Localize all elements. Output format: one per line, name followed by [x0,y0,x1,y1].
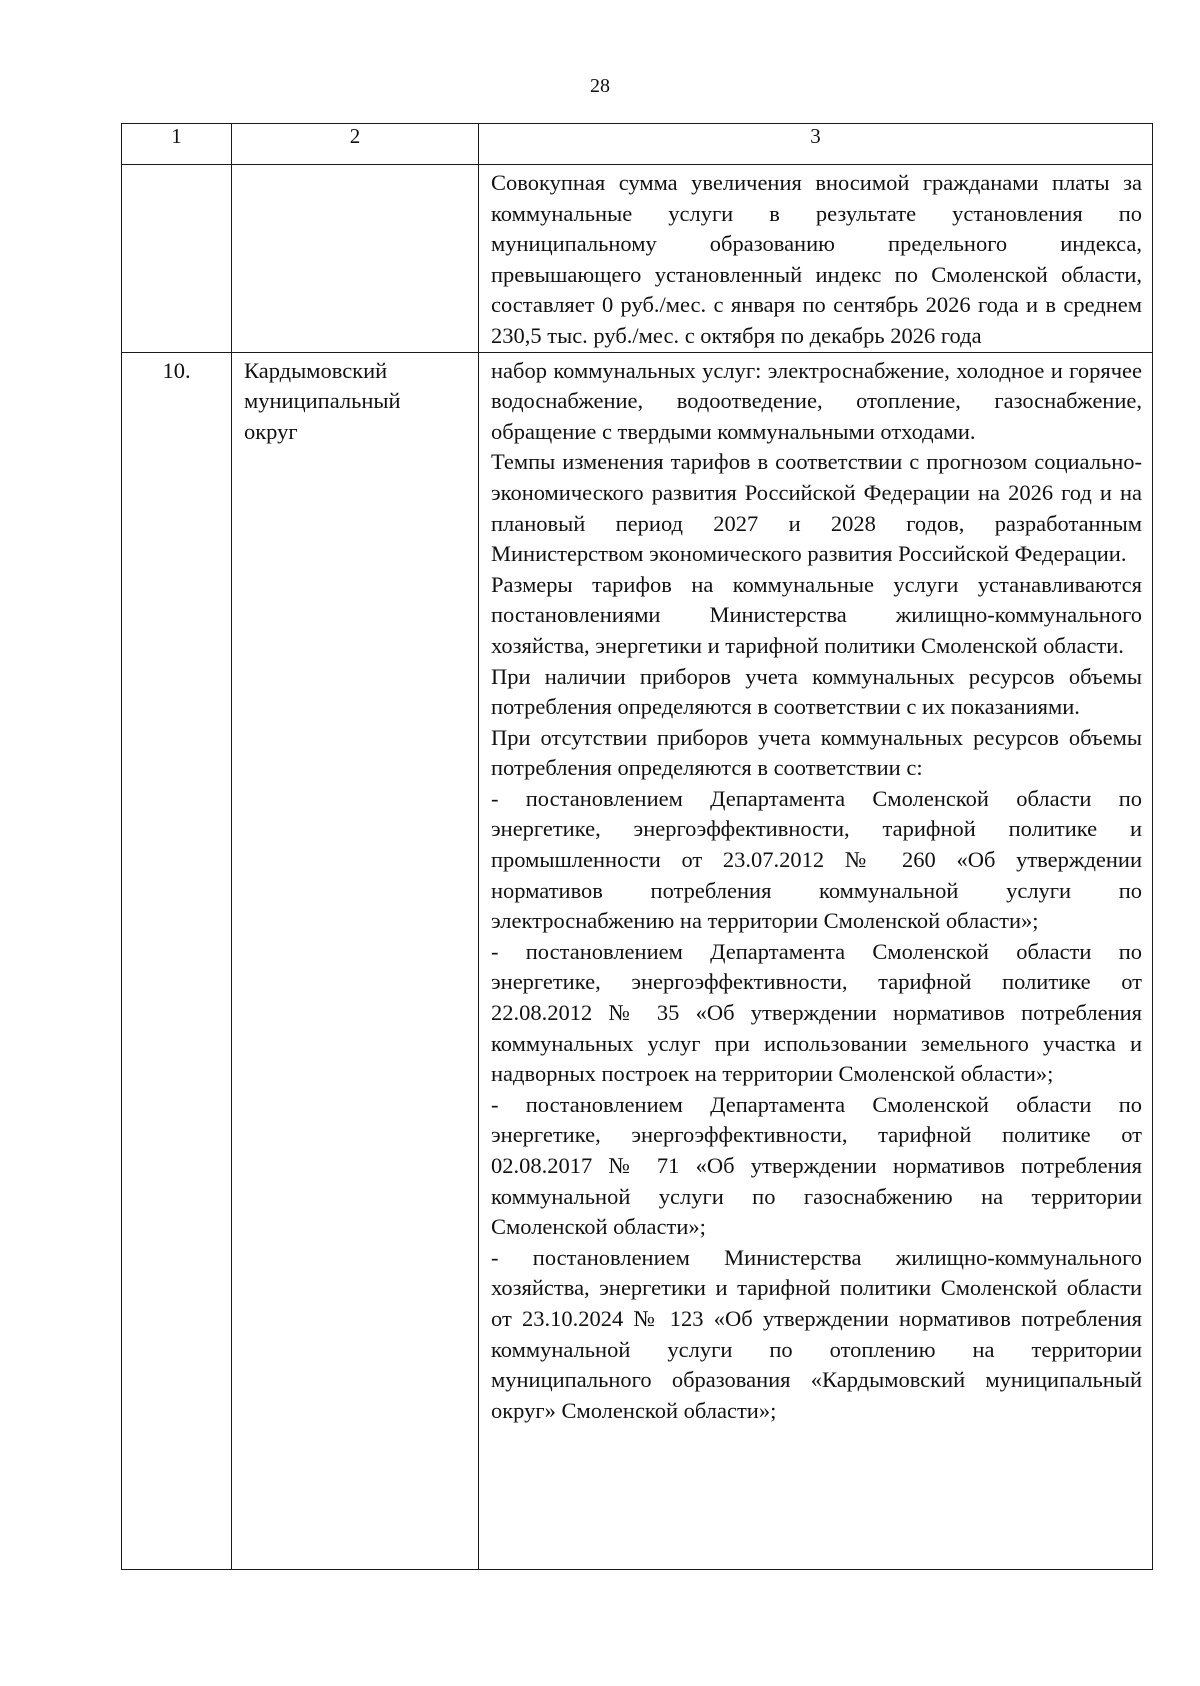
municipality-name-line-1: Кардымовский [244,357,388,383]
municipality-name-line-2: муниципальный [244,388,401,414]
column-header-1: 1 [122,124,232,165]
cell-description [479,352,1153,1569]
paragraph-decree-260: - постановлением Департамента Смоленской области по энергетике, энергоэффективности, тарифной политике и промышленности от 23.07.2012 № 260 «Об утверждении нормативов потребления коммунальной услуги по электроснабжению на территории Смоленской области»; [491,785,1142,934]
paragraph-decree-35: - постановлением Департамента Смоленской области по энергетике, энергоэффективности, тарифной политике от 22.08.2012 № 35 «Об утверждении нормативов потребления коммунальных услуг при использовании земельного участка и надворных построек на территории Смоленской области»; [491,938,1142,1087]
paragraph-tariff-sizes: Размеры тарифов на коммунальные услуги устанавливаются постановлениями Министерства жилищно-коммунального хозяйства, энергетики и тарифной политики Смоленской области. [491,571,1142,658]
cell-empty-number [122,165,232,353]
paragraph-decree-123: - постановлением Министерства жилищно-коммунального хозяйства, энергетики и тарифной политики Смоленской области от 23.10.2024 № 123 «Об утверждении нормативов потребления коммунальной услуги по отоплению на территории муниципального образования «Кардымовский муниципальный округ» Смоленской области»; [491,1244,1142,1423]
column-header-3: 3 [479,124,1153,165]
continuation-paragraph: Совокупная сумма увеличения вносимой гражданами платы за коммунальные услуги в результате установления по муниципальному образованию предельного индекса, превышающего установленный индекс по Смоленской области, составляет 0 руб./мес. с января по сентябрь 2026 года и в среднем 230,5 тыс. руб./мес. с октября по декабрь 2026 года [491,170,1142,348]
table-row-10 [122,352,1153,1569]
table-header-row [122,124,1153,165]
cell-row-number [122,352,232,1569]
cell-empty-name [232,165,479,353]
page-number: 28 [590,75,610,97]
paragraph-tariff-rates: Темпы изменения тарифов в соответствии с прогнозом социально-экономического развития Российской Федерации на 2026 год и на плановый период 2027 и 2028 годов, разработанным Министерством экономического развития Российской Федерации. [491,449,1142,567]
municipality-name-line-3: округ [244,418,298,444]
paragraph-decree-71: - постановлением Департамента Смоленской области по энергетике, энергоэффективности, тарифной политике от 02.08.2017 № 71 «Об утверждении нормативов потребления коммунальной услуги по газоснабжению на территории Смоленской области»; [491,1091,1142,1240]
paragraph-without-meters: При отсутствии приборов учета коммунальных ресурсов объемы потребления определяются в соответствии с: [491,724,1142,781]
document-table [121,123,1153,1570]
paragraph-services: набор коммунальных услуг: электроснабжение, холодное и горячее водоснабжение, водоотведение, отопление, газоснабжение, обращение с твердыми коммунальными отходами. [491,357,1142,444]
cell-municipality-name [232,352,479,1569]
column-header-2: 2 [232,124,479,165]
table-row-continuation [122,165,1153,353]
row-number: 10. [162,357,191,383]
cell-continuation-text [479,165,1153,353]
paragraph-with-meters: При наличии приборов учета коммунальных ресурсов объемы потребления определяются в соответствии с их показаниями. [491,663,1142,720]
